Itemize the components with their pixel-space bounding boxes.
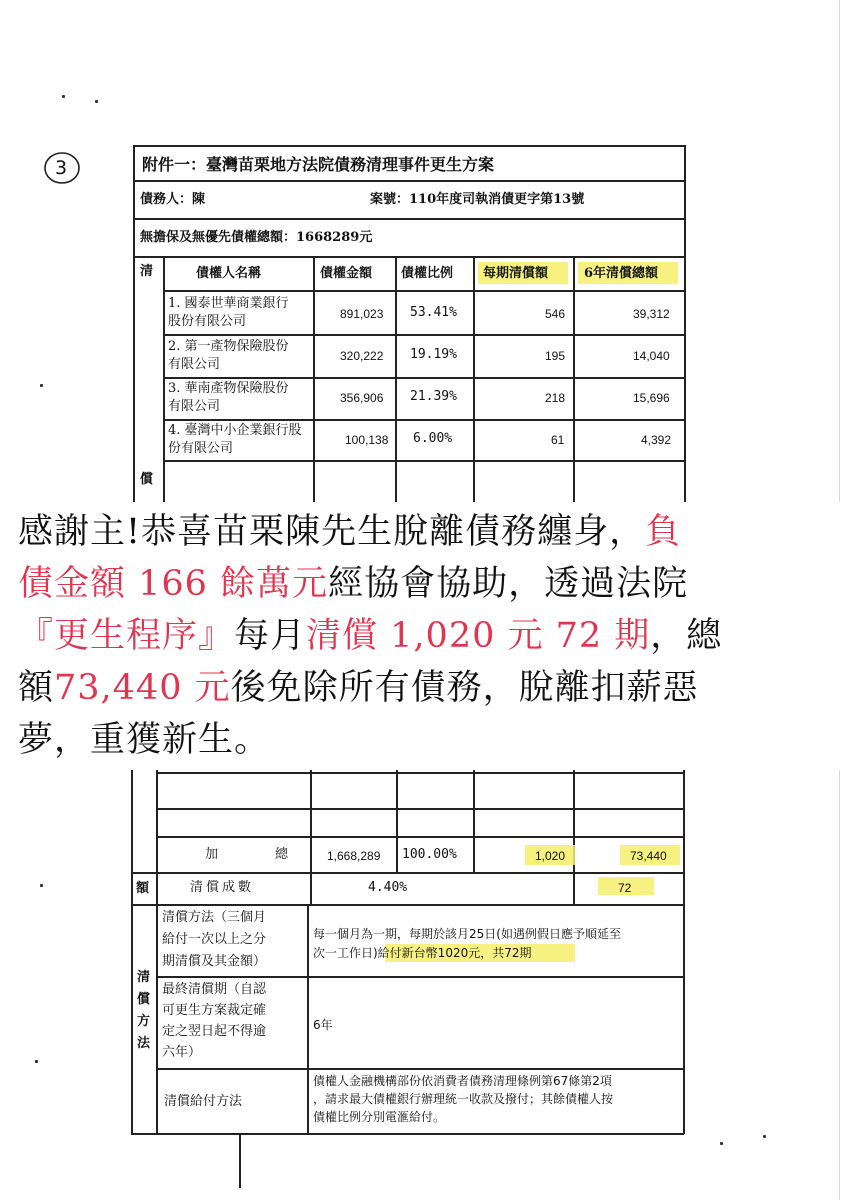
message-highlight: 負 bbox=[645, 512, 682, 552]
sum-amount: 1,668,289 bbox=[327, 849, 381, 863]
rule bbox=[313, 256, 315, 503]
final-term-label: 定之翌日起不得逾 bbox=[162, 1024, 267, 1039]
claim-amount: 356,906 bbox=[340, 391, 384, 405]
message-line-5: 夢，重獲新生。 bbox=[18, 720, 271, 760]
total-claims: 無擔保及無優先債權總額：1668289元 bbox=[140, 230, 373, 245]
case-number: 案號：110年度司執消債更字第13號 bbox=[370, 192, 585, 207]
creditor-name: 2. 第一產物保險股份 bbox=[168, 339, 289, 354]
creditor-name-cont: 股份有限公司 bbox=[168, 314, 247, 329]
claim-ratio: 19.19% bbox=[410, 347, 457, 362]
method-value: 每一個月為一期，每期於該月25日(如遇例假日應予順延至 bbox=[313, 927, 621, 941]
rule bbox=[156, 772, 684, 774]
creditor-name-cont: 有限公司 bbox=[168, 399, 221, 414]
creditor-name: 3. 華南產物保險股份 bbox=[168, 381, 289, 396]
rule bbox=[133, 145, 685, 147]
rule bbox=[133, 180, 685, 182]
message-highlight: 清償 1,020 元 72 期 bbox=[306, 616, 651, 656]
six-year-total: 15,696 bbox=[633, 391, 670, 405]
final-term-label: 最終清償期（自認 bbox=[162, 982, 267, 997]
payment-method-value: ，請求最大債權銀行辦理統一收款及撥付；其餘債權人按 bbox=[313, 1092, 614, 1106]
claim-amount: 320,222 bbox=[340, 349, 384, 363]
rule bbox=[156, 836, 684, 838]
rule bbox=[684, 145, 686, 503]
message-line-4 bbox=[18, 666, 699, 710]
rule bbox=[156, 1068, 684, 1070]
rule bbox=[163, 290, 685, 292]
header-creditor: 債權人名稱 bbox=[196, 266, 262, 281]
per-period: 195 bbox=[545, 349, 566, 363]
per-period: 546 bbox=[545, 307, 566, 321]
rule bbox=[573, 256, 575, 503]
method-label: 給付一次以上之分 bbox=[162, 932, 267, 947]
rule bbox=[239, 1134, 241, 1188]
message-text: 額 bbox=[18, 668, 55, 708]
claim-ratio: 53.41% bbox=[410, 305, 457, 320]
side-label-method: 償 bbox=[137, 992, 151, 1007]
per-period: 61 bbox=[551, 433, 565, 447]
repay-ratio-label: 清償成數 bbox=[190, 880, 255, 895]
header-six-year-total: 6年清償總額 bbox=[584, 266, 659, 281]
rule bbox=[133, 218, 685, 220]
rule bbox=[131, 1133, 684, 1135]
side-label-method: 清 bbox=[137, 970, 151, 985]
rule bbox=[156, 976, 684, 978]
method-value: 次一工作日)給付新台幣1020元，共72期 bbox=[313, 946, 532, 960]
rule bbox=[683, 770, 685, 1134]
payment-method-label: 清償給付方法 bbox=[164, 1094, 243, 1109]
six-year-total: 4,392 bbox=[641, 433, 672, 447]
message-text: 經協會協助，透過法院 bbox=[328, 564, 689, 604]
creditor-name-cont: 份有限公司 bbox=[168, 441, 234, 456]
sum-six-year-total: 73,440 bbox=[630, 849, 667, 863]
repay-ratio-value: 4.40% bbox=[368, 880, 408, 895]
final-term-value: 6年 bbox=[313, 1018, 333, 1032]
header-ratio: 債權比例 bbox=[401, 266, 454, 281]
rule bbox=[131, 904, 684, 906]
rule bbox=[156, 770, 158, 1134]
congratulation-message bbox=[0, 502, 848, 770]
method-label: 期清償及其金額） bbox=[162, 954, 267, 969]
message-highlight: 『更生程序』 bbox=[18, 616, 235, 656]
claim-amount: 100,138 bbox=[345, 433, 389, 447]
creditor-name-cont: 有限公司 bbox=[168, 357, 221, 372]
scan-speck bbox=[720, 1142, 723, 1145]
final-term-label: 六年） bbox=[162, 1045, 202, 1060]
message-highlight: 債金額 166 餘萬元 bbox=[18, 564, 329, 604]
claim-ratio: 21.39% bbox=[410, 389, 457, 404]
scan-speck bbox=[35, 1060, 38, 1063]
sum-label: 加 bbox=[205, 847, 219, 862]
per-period: 218 bbox=[545, 391, 566, 405]
message-text: 感謝主!恭喜苗栗陳先生脫離債務纏身， bbox=[18, 512, 646, 552]
message-highlight: 73,440 元 bbox=[54, 668, 231, 708]
scan-speck bbox=[40, 384, 43, 387]
claim-amount: 891,023 bbox=[340, 307, 384, 321]
handwritten-number: 3 bbox=[55, 157, 68, 179]
scan-speck bbox=[95, 100, 98, 103]
side-label-mid: 償 bbox=[140, 472, 154, 487]
rule bbox=[395, 256, 397, 503]
sum-ratio: 100.00% bbox=[402, 847, 457, 862]
scan-speck bbox=[763, 1135, 766, 1138]
rule bbox=[163, 419, 685, 421]
rule bbox=[133, 256, 685, 258]
header-per-period: 每期清償額 bbox=[483, 266, 549, 281]
rule bbox=[163, 377, 685, 379]
rule bbox=[163, 334, 685, 336]
message-text: 每月 bbox=[234, 616, 307, 656]
side-label-top: 清 bbox=[140, 264, 154, 279]
creditor-name: 1. 國泰世華商業銀行 bbox=[168, 296, 289, 311]
payment-method-value: 債權比例分別電滙給付。 bbox=[313, 1110, 446, 1124]
debtor-name: 債務人：陳 bbox=[140, 192, 206, 207]
payment-method-value: 債權人金融機構部份依消費者債務清理條例第67條第2項 bbox=[313, 1074, 612, 1088]
document-title: 附件一：臺灣苗栗地方法院債務清理事件更生方案 bbox=[142, 155, 495, 174]
scan-speck bbox=[62, 95, 65, 98]
rule bbox=[131, 770, 133, 1134]
sum-label: 總 bbox=[275, 847, 289, 862]
method-label: 清償方法（三個月 bbox=[162, 910, 267, 925]
message-line-3 bbox=[18, 614, 722, 658]
header-amount: 債權金額 bbox=[320, 266, 373, 281]
rule bbox=[163, 256, 165, 503]
creditor-name: 4. 臺灣中小企業銀行股 bbox=[168, 423, 302, 438]
rule bbox=[396, 770, 398, 872]
rule bbox=[156, 808, 684, 810]
six-year-total: 14,040 bbox=[633, 349, 670, 363]
rule bbox=[307, 904, 309, 1134]
rule bbox=[131, 872, 684, 874]
message-text: 後免除所有債務，脫離扣薪惡 bbox=[230, 668, 699, 708]
rule bbox=[473, 770, 475, 872]
scan-speck bbox=[40, 884, 43, 887]
side-label-method: 法 bbox=[137, 1036, 151, 1051]
claim-ratio: 6.00% bbox=[413, 431, 453, 446]
sum-per-period: 1,020 bbox=[535, 849, 566, 863]
total-periods: 72 bbox=[618, 881, 632, 895]
six-year-total: 39,312 bbox=[633, 307, 670, 321]
side-label-amount: 額 bbox=[136, 881, 150, 896]
side-label-method: 方 bbox=[137, 1014, 151, 1029]
message-line-2 bbox=[18, 562, 688, 606]
rule bbox=[163, 460, 685, 462]
final-term-label: 可更生方案裁定確 bbox=[162, 1003, 267, 1018]
rule bbox=[473, 256, 475, 503]
rule bbox=[133, 145, 135, 503]
message-text: ，總 bbox=[650, 616, 723, 656]
message-line-1 bbox=[18, 510, 681, 554]
